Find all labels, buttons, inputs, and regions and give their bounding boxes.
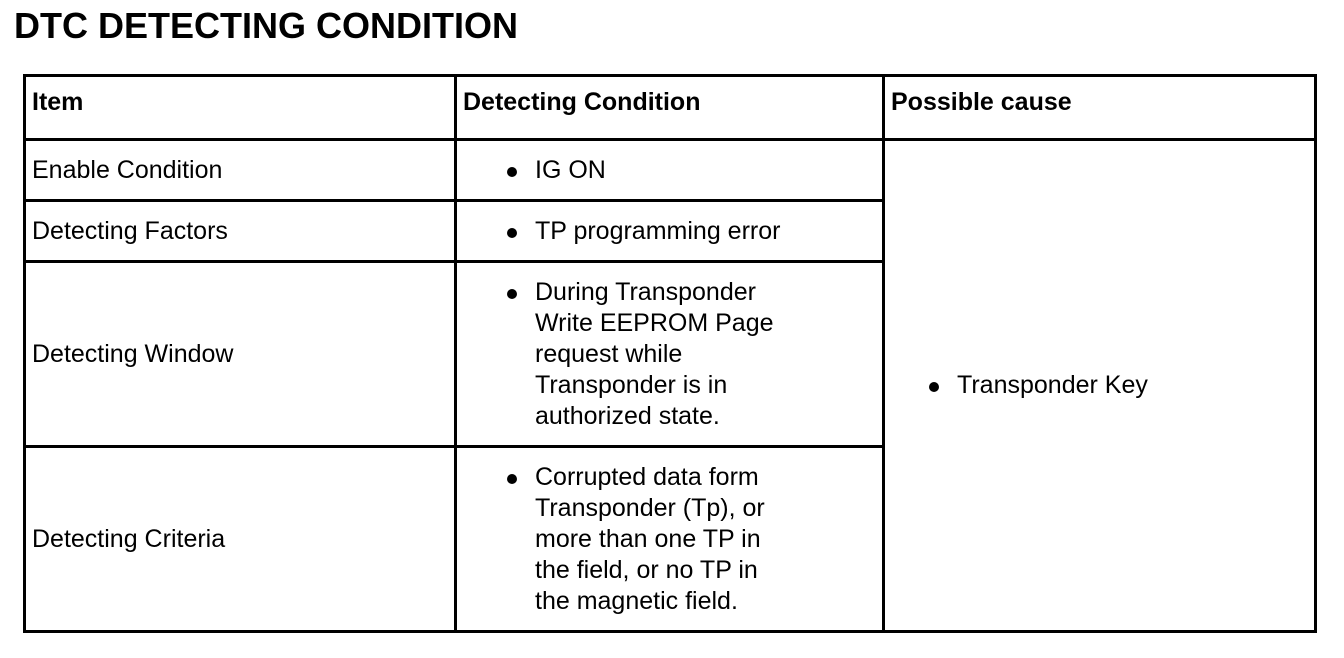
table-header-row (25, 76, 1316, 140)
list-item: Transponder Key (927, 370, 1314, 401)
condition-cell (456, 447, 884, 632)
condition-line: the magnetic field. (535, 586, 738, 615)
condition-line: Transponder is in (535, 370, 728, 399)
header-item: Item (25, 76, 456, 140)
condition-cell (456, 262, 884, 447)
list-item: TP programming error (505, 216, 882, 247)
page-title: DTC DETECTING CONDITION (14, 5, 518, 46)
list-item (505, 462, 882, 617)
condition-line: authorized state. (535, 401, 720, 430)
header-detecting-condition: Detecting Condition (456, 76, 884, 140)
condition-line: the field, or no TP in (535, 555, 758, 584)
list-item (505, 277, 882, 432)
condition-line: Corrupted data form (535, 462, 759, 491)
condition-list (505, 462, 882, 617)
condition-line: more than one TP in (535, 524, 761, 553)
item-detecting-criteria: Detecting Criteria (25, 447, 456, 632)
condition-line: Transponder (Tp), or (535, 493, 765, 522)
table-row (25, 140, 1316, 201)
item-detecting-window: Detecting Window (25, 262, 456, 447)
header-possible-cause: Possible cause (884, 76, 1316, 140)
condition-line: request while (535, 339, 683, 368)
condition-line: During Transponder (535, 277, 756, 306)
condition-list (505, 155, 882, 186)
possible-cause-cell (884, 140, 1316, 632)
condition-line: Write EEPROM Page (535, 308, 774, 337)
condition-cell (456, 201, 884, 262)
cause-list (927, 370, 1314, 401)
item-enable-condition: Enable Condition (25, 140, 456, 201)
item-detecting-factors: Detecting Factors (25, 201, 456, 262)
condition-list (505, 277, 882, 432)
dtc-condition-table (23, 74, 1317, 633)
list-item: IG ON (505, 155, 882, 186)
condition-cell (456, 140, 884, 201)
condition-list (505, 216, 882, 247)
